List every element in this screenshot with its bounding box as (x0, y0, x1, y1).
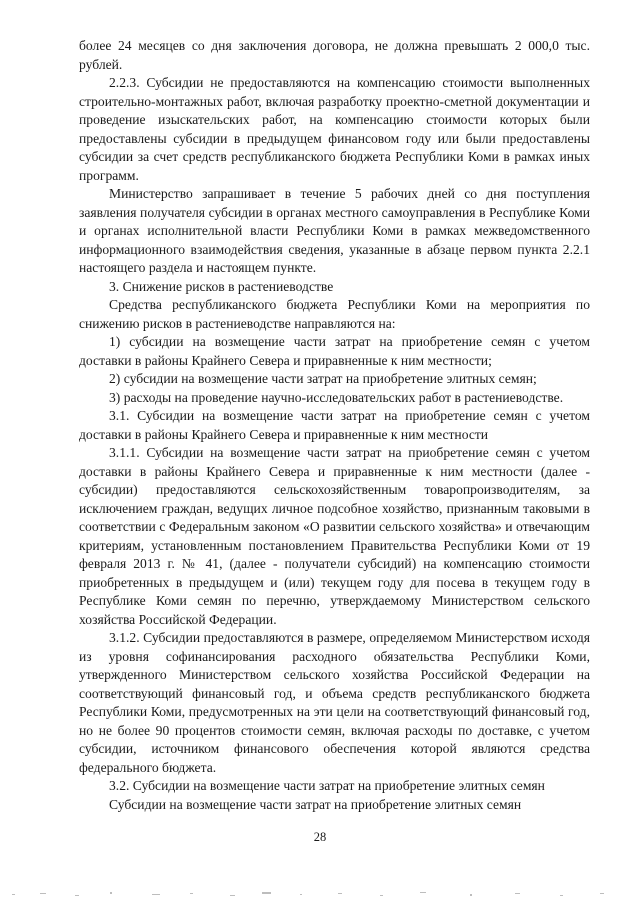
list-item-2: 2) субсидии на возмещение части затрат на приобретение элитных семян; (109, 371, 537, 386)
paragraph-2-2-3: 2.2.3. Субсидии не предоставляются на компенсацию стоимости выполненных строительно-монтажных работ, включая разработку проектно-сметной документации и проведение изыскательских работ, на компенсацию стоимости которых были предоставлены субсидии в предыдущем финансовом году или были предоставлены субсидии за счет средств республиканского бюджета Республики Коми в рамках иных программ. (79, 75, 590, 183)
paragraph-3-1-2: 3.1.2. Субсидии предоставляются в размере, определяемом Министерством исходя из уровня софинансирования расходного обязательства Республики Коми, утвержденного Министерством сельского хозяйства Российской Федерации на соответствующий финансовый год, и объема средств республиканского бюджета Республики Коми, предусмотренных на эти цели на соответствующий финансовый год, но не более 90 процентов стоимости семян, включая расходы по доставке, с учетом субсидии, источником финансового обеспечения которой являются средства федерального бюджета. (79, 630, 590, 775)
scan-edge-noise (0, 888, 640, 900)
paragraph-funds-directed: Средства республиканского бюджета Республики Коми на мероприятия по снижению рисков в растениеводстве направляются на: (79, 297, 590, 331)
subsection-heading-3-2: 3.2. Субсидии на возмещение части затрат на приобретение элитных семян (109, 778, 545, 793)
list-item-1: 1) субсидии на возмещение части затрат на приобретение семян с учетом доставки в районы Крайнего Севера и приравненные к ним местности; (79, 334, 590, 368)
section-heading-3: 3. Снижение рисков в растениеводстве (109, 278, 334, 294)
paragraph-3-2-start: Субсидии на возмещение части затрат на приобретение элитных семян (109, 796, 522, 812)
document-body (79, 37, 590, 814)
paragraph-ministry-request: Министерство запрашивает в течение 5 рабочих дней со дня поступления заявления получателя субсидии в органах местного самоуправления в Республике Коми и органах исполнительной власти Республики Коми в рамках межведомственного информационного взаимодействия сведения, указанные в абзаце первом пункта 2.2.1 настоящего раздела и настоящем пункте. (79, 186, 590, 275)
paragraph-3-1-1: 3.1.1. Субсидии на возмещение части затрат на приобретение семян с учетом доставки в районы Крайнего Севера и приравненные к ним местности (далее - субсидии) предоставляются сельскохозяйственным товаропроизводителям, за исключением граждан, ведущих личное подсобное хозяйство, признанным таковыми в соответствии с Федеральным законом «О развитии сельского хозяйства» и отвечающим критериям, установленным постановлением Правительства Республики Коми от 19 февраля 2013 г. № 41, (далее - получатели субсидий) на компенсацию стоимости приобретенных в предыдущем и (или) текущем году для посева в текущем году в Республике Коми семян по перечню, утверждаемому Министерством сельского хозяйства Российской Федерации. (79, 445, 590, 627)
paragraph-continuation: более 24 месяцев со дня заключения договора, не должна превышать 2 000,0 тыс. рублей. (79, 38, 590, 72)
page-number: 28 (313, 830, 327, 844)
list-item-3: 3) расходы на проведение научно-исследовательских работ в растениеводстве. (109, 389, 564, 405)
subsection-heading-3-1: 3.1. Субсидии на возмещение части затрат на приобретение семян с учетом доставки в районы Крайнего Севера и приравненные к ним местности (79, 408, 590, 442)
